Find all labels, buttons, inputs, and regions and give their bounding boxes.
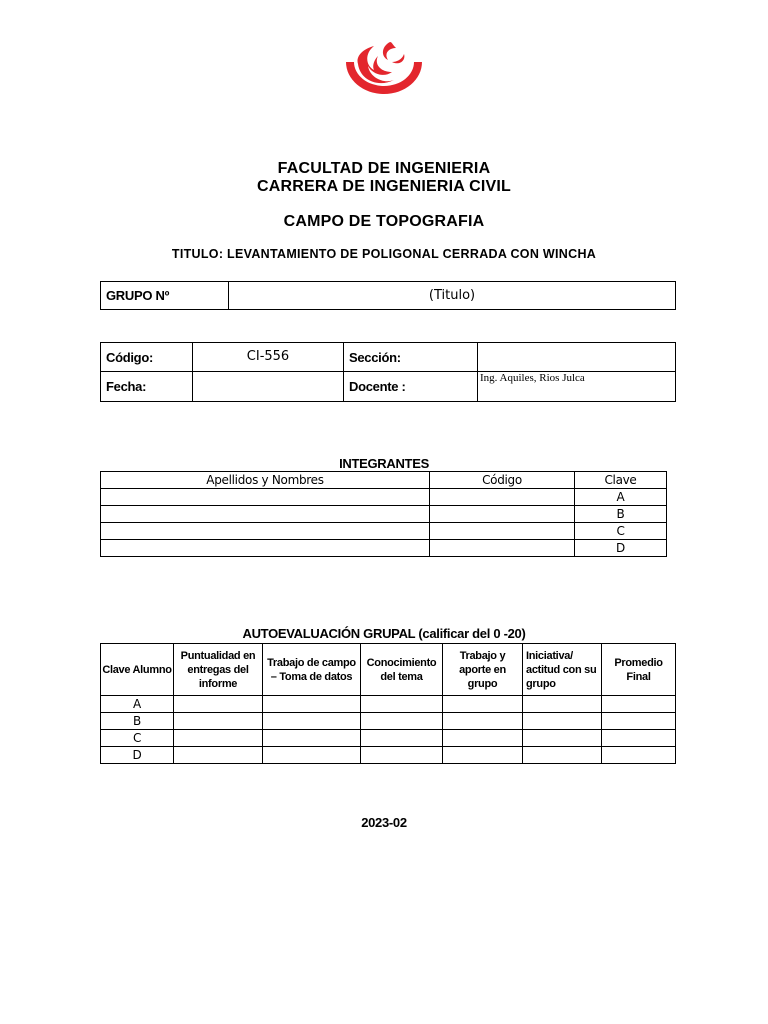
members-header-code: Código: [430, 472, 575, 489]
table-row: [101, 713, 676, 730]
eval-key: C: [101, 730, 174, 747]
eval-key: B: [101, 713, 174, 730]
info-table: [100, 342, 676, 402]
members-header-key: Clave: [575, 472, 667, 489]
code-label: Código:: [101, 343, 193, 372]
university-logo-icon: [334, 36, 434, 96]
table-row: [101, 506, 667, 523]
member-key: D: [575, 540, 667, 557]
member-name: [101, 506, 430, 523]
group-title-value: (Titulo): [229, 282, 676, 310]
group-table: [100, 281, 676, 310]
eval-header-initiative: Iniciativa/ actitud con su grupo: [523, 644, 602, 696]
faculty-title: FACULTAD DE INGENIERIA: [277, 160, 491, 177]
eval-header-average: Promedio Final: [602, 644, 676, 696]
eval-header-fieldwork: Trabajo de campo – Toma de datos: [263, 644, 361, 696]
member-code: [430, 506, 575, 523]
period-label: 2023-02: [361, 815, 407, 830]
member-code: [430, 523, 575, 540]
teacher-label: Docente :: [344, 372, 478, 402]
eval-header-punctuality: Puntualidad en entregas del informe: [174, 644, 263, 696]
eval-header-key: Clave Alumno: [101, 644, 174, 696]
members-header-name: Apellidos y Nombres: [101, 472, 430, 489]
date-label: Fecha:: [101, 372, 193, 402]
member-code: [430, 540, 575, 557]
member-name: [101, 489, 430, 506]
member-key: A: [575, 489, 667, 506]
document-subtitle: TITULO: LEVANTAMIENTO DE POLIGONAL CERRADA CON WINCHA: [171, 247, 597, 261]
member-name: [101, 540, 430, 557]
member-key: C: [575, 523, 667, 540]
member-name: [101, 523, 430, 540]
teacher-value: Ing. Aquiles, Rios Julca: [478, 372, 676, 402]
table-row: [101, 489, 667, 506]
members-title: INTEGRANTES: [339, 456, 429, 471]
section-value: [478, 343, 676, 372]
evaluation-table: [100, 643, 676, 764]
code-value: CI-556: [193, 343, 344, 372]
eval-key: D: [101, 747, 174, 764]
course-title: CAMPO DE TOPOGRAFIA: [283, 213, 485, 230]
table-row: [101, 696, 676, 713]
table-row: [101, 540, 667, 557]
eval-header-knowledge: Conocimiento del tema: [361, 644, 443, 696]
members-table: [100, 471, 667, 557]
table-row: [101, 523, 667, 540]
eval-header-teamwork: Trabajo y aporte en grupo: [443, 644, 523, 696]
table-row: [101, 747, 676, 764]
member-code: [430, 489, 575, 506]
eval-key: A: [101, 696, 174, 713]
member-key: B: [575, 506, 667, 523]
table-row: [101, 730, 676, 747]
date-value: [193, 372, 344, 402]
career-title: CARRERA DE INGENIERIA CIVIL: [256, 178, 511, 195]
evaluation-title: AUTOEVALUACIÓN GRUPAL (calificar del 0 -20): [242, 626, 526, 641]
group-label: GRUPO Nº: [101, 282, 229, 310]
section-label: Sección:: [344, 343, 478, 372]
